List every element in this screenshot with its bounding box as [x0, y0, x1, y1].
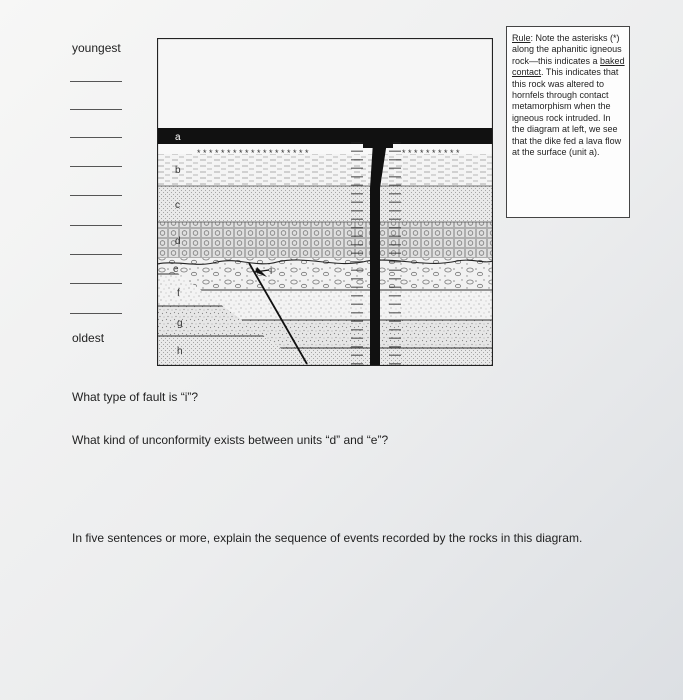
- rule-note-box: [506, 26, 630, 218]
- unit-h-label: h: [177, 346, 183, 357]
- unit-d-label: d: [175, 236, 181, 247]
- answer-blank-1[interactable]: [70, 81, 122, 82]
- unit-g-label: g: [177, 318, 183, 329]
- fault-i-label: i: [270, 266, 273, 277]
- answer-blank-3[interactable]: [70, 137, 122, 138]
- svg-text:* * * * * * * * * *: * * * * * * * * * *: [402, 148, 460, 158]
- answer-blank-7[interactable]: [70, 254, 122, 255]
- oldest-label: oldest: [72, 331, 105, 345]
- unit-c-label: c: [175, 200, 180, 211]
- svg-text:* * * * * * * * * * * * * * *: * * * * * * * * * * * * * * * * * * *: [197, 148, 309, 158]
- unit-f-label: f: [177, 288, 180, 299]
- question-sequence-of-events: In five sentences or more, explain the sequence of events recorded by the rocks in this diagram.: [72, 531, 583, 545]
- rule-text-2: . This indicates that this rock was altered to hornfels through contact metamorphism when the igneous rock intruded. In the diagram at left, we see that the dike fed a lava flow at the surface (unit a).: [512, 67, 622, 158]
- unit-a-label: a: [175, 132, 181, 143]
- answer-blank-9[interactable]: [70, 313, 122, 314]
- unit-e-label: e: [173, 264, 179, 275]
- answer-blank-5[interactable]: [70, 195, 122, 196]
- answer-blank-6[interactable]: [70, 225, 122, 226]
- question-unconformity: What kind of unconformity exists between units “d” and “e”?: [72, 433, 389, 447]
- geologic-cross-section: [157, 38, 493, 366]
- rule-heading: Rule: [512, 33, 531, 43]
- answer-blank-4[interactable]: [70, 166, 122, 167]
- question-fault-type: What type of fault is “i”?: [72, 390, 199, 404]
- rule-text-1: : Note the asterisks (*) along the aphanitic igneous rock—this indicates a: [512, 33, 622, 66]
- unit-b-label: b: [175, 165, 181, 176]
- answer-blank-2[interactable]: [70, 109, 122, 110]
- youngest-label: youngest: [72, 41, 121, 55]
- answer-blank-8[interactable]: [70, 283, 122, 284]
- rule-baked-contact: baked contact: [512, 55, 625, 78]
